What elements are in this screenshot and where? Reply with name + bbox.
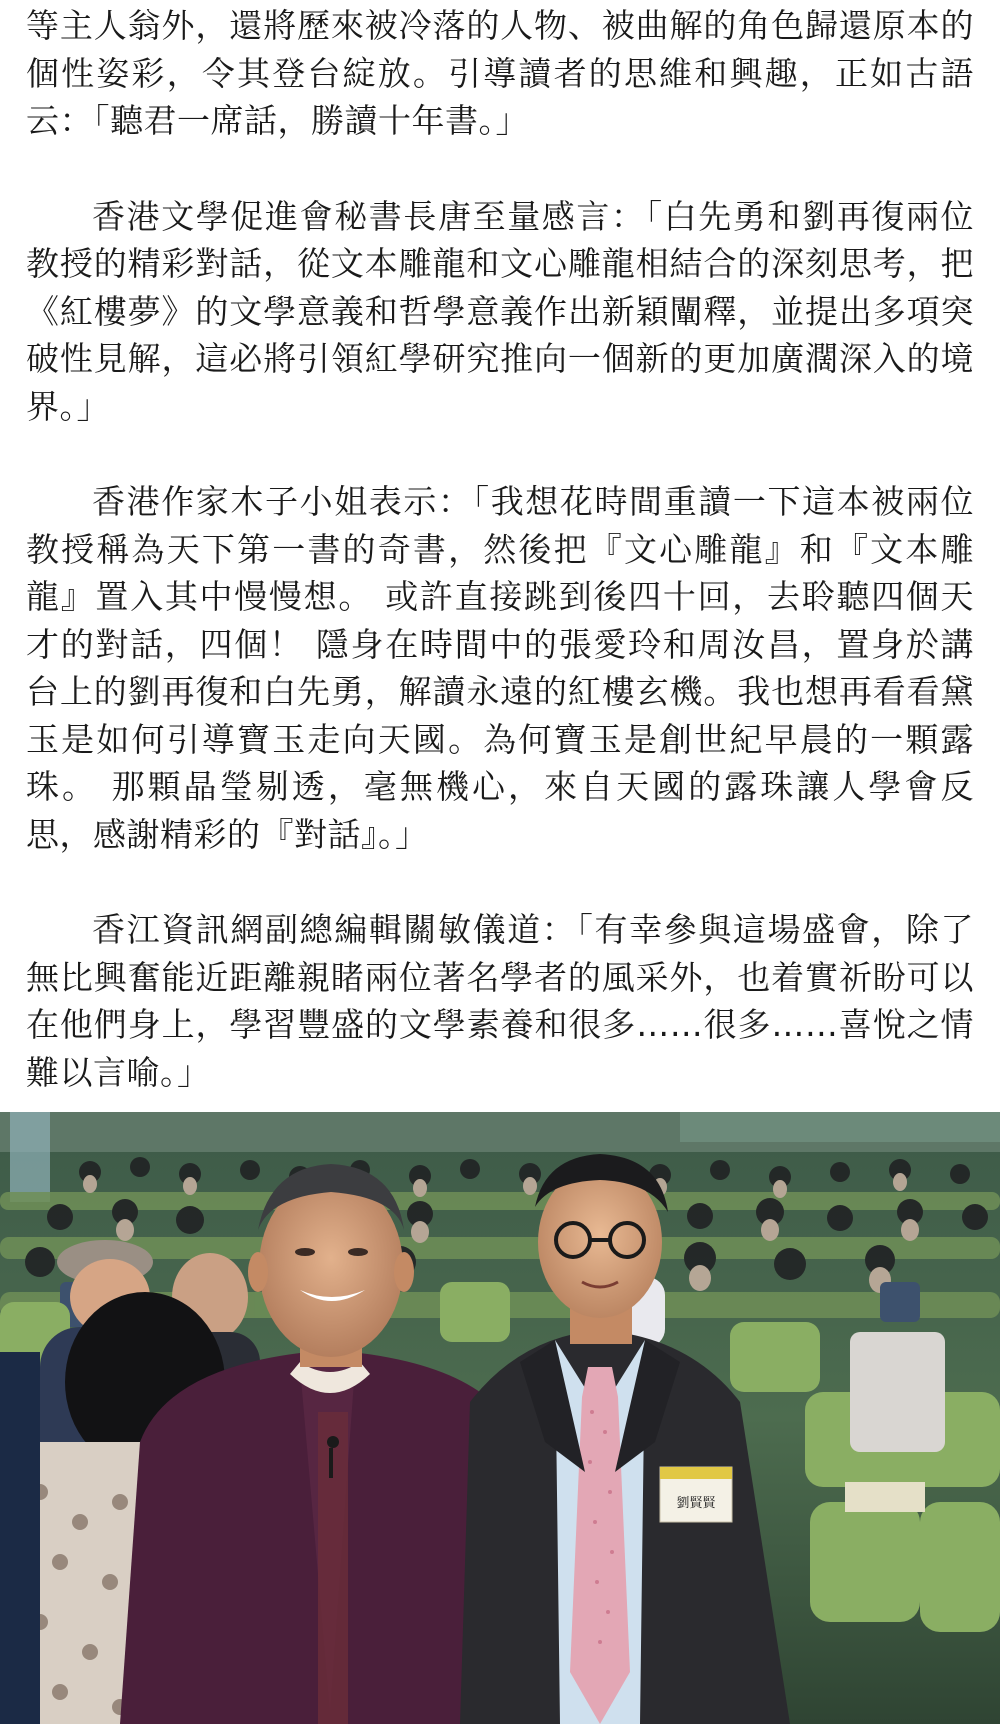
event-photo-illustration <box>0 1112 1000 1724</box>
article-paragraph-3: 香港作家木子小姐表示：「我想花時間重讀一下這本被兩位教授稱為天下第一書的奇書，然後把『文心雕龍』和『文本雕龍』置入其中慢慢想。 或許直接跳到後四十回，去聆聽四個天才的對話，四個！ 隱身在時間中的張愛玲和周汝昌，置身於講台上的劉再復和白先勇，解讀永遠的紅樓玄機。我也想再看看黛玉是如何引導寶玉走向天國。為何寶玉是創世紀早晨的一顆露珠。 那顆晶瑩剔透，毫無機心，來自天國的露珠讓人學會反思，感謝精彩的『對話』。」 <box>26 482 974 854</box>
seat-sign <box>845 1482 925 1512</box>
name-badge-text: 劉賢賢 <box>676 1496 716 1511</box>
article-paragraph-4: 香江資訊網副總編輯關敏儀道：「有幸參與這場盛會，除了無比興奮能近距離親睹兩位著名學者的風采外，也着實祈盼可以在他們身上，學習豐盛的文學素養和很多……很多……喜悅之情難以言喻。」 <box>26 910 974 1092</box>
draped-coat <box>850 1332 945 1452</box>
article-body <box>26 2 974 1144</box>
name-badge <box>660 1467 732 1522</box>
article-paragraph-2: 香港文學促進會秘書長唐至量感言：「白先勇和劉再復兩位教授的精彩對話，從文本雕龍和文心雕龍相結合的深刻思考，把《紅樓夢》的文學意義和哲學意義作出新穎闡釋，並提出多項突破性見解，這必將引領紅學研究推向一個新的更加廣濶深入的境界。」 <box>26 196 974 426</box>
event-photo <box>0 1112 1000 1724</box>
article-paragraph-1: 等主人翁外，還將歷來被冷落的人物、被曲解的角色歸還原本的個性姿彩，令其登台綻放。引導讀者的思維和興趣，正如古語云：「聽君一席話，勝讀十年書。」 <box>26 6 974 140</box>
